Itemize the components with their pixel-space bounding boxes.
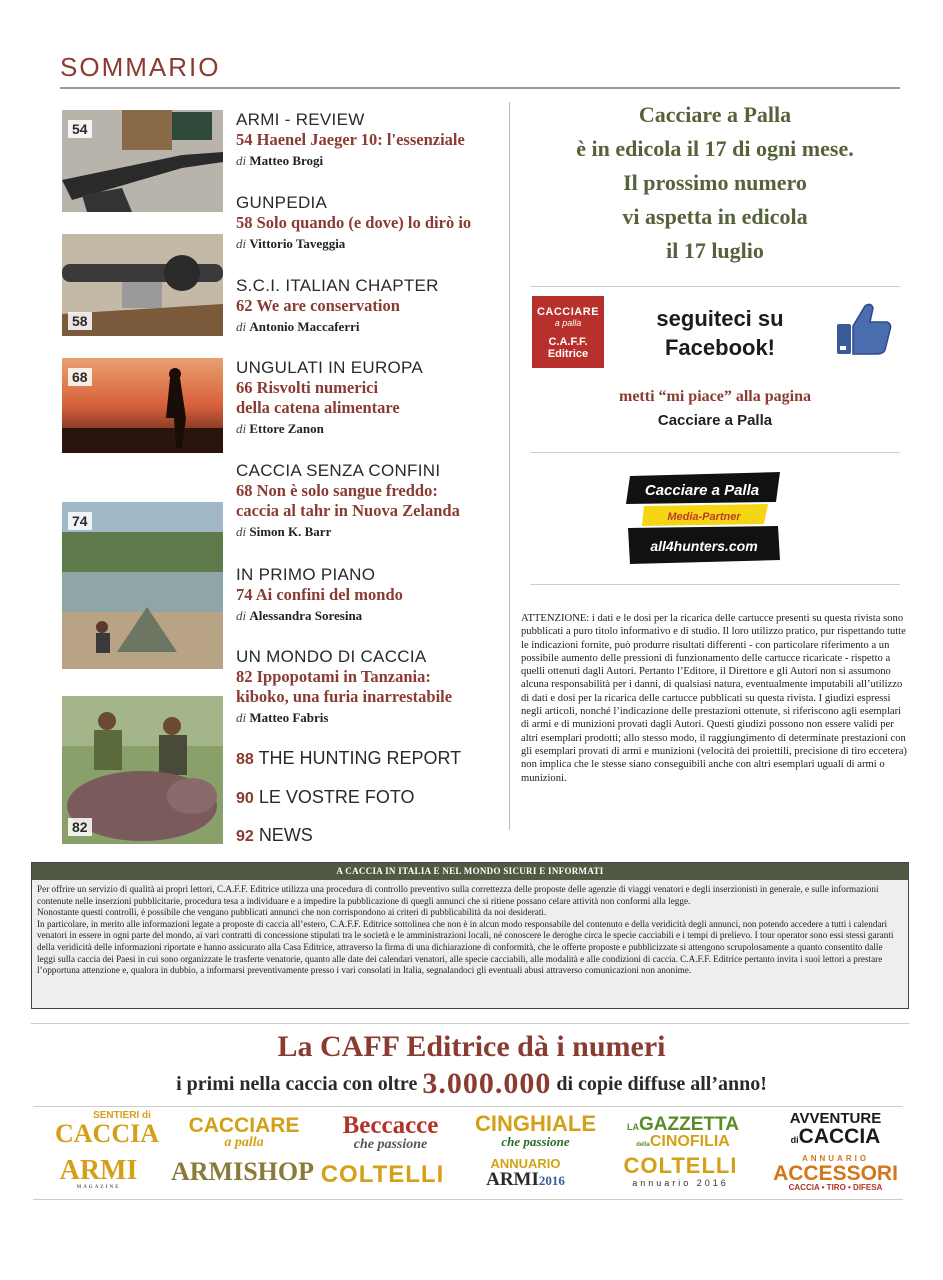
info-box-heading: A CACCIA IN ITALIA E NEL MONDO SICURI E INFORMATI (32, 863, 908, 880)
ad-headline: La CAFF Editrice dà i numeri (277, 1030, 666, 1063)
toc-title[interactable]: 68 Non è solo sangue freddo: caccia al tahr in Nuova Zelanda (236, 481, 460, 520)
toc-entry[interactable] (236, 646, 506, 727)
toc-title[interactable]: 82 Ippopotami in Tanzania: kiboko, una furia inarrestabile (236, 667, 453, 706)
thumb-82[interactable] (62, 696, 223, 844)
media-partner-logo[interactable] (622, 468, 786, 568)
toc-author: di Vittorio Taveggia (236, 236, 346, 251)
toc-author: di Antonio Maccaferri (236, 319, 360, 334)
divider (530, 584, 900, 585)
info-box (31, 862, 909, 1009)
facebook-cta[interactable]: seguiteci su Facebook! (656, 306, 784, 360)
like-text: metti “mi piace” alla pagina (619, 388, 811, 405)
logo-cacciare-a-palla[interactable]: CACCIARE a palla (188, 1114, 300, 1150)
thumb-58[interactable] (62, 234, 223, 336)
logo-beccacce[interactable]: Beccacce che passione (342, 1112, 439, 1152)
logo-annuario-armi[interactable]: ANNUARIO ARMI2016 (486, 1156, 565, 1190)
thumb-page-number: 68 (68, 368, 92, 386)
toc-simple-item[interactable]: 88 THE HUNTING REPORT (236, 748, 462, 768)
logo-annuario-accessori[interactable]: ANNUARIO ACCESSORI CACCIA • TIRO • DIFESA (773, 1154, 898, 1192)
toc-category: S.C.I. ITALIAN CHAPTER (236, 276, 439, 295)
toc-author: di Matteo Brogi (236, 153, 324, 168)
page-title: SOMMARIO (60, 52, 221, 82)
toc-author: di Alessandra Soresina (236, 608, 363, 623)
toc-category: IN PRIMO PIANO (236, 565, 376, 584)
info-box-text: Per offrire un servizio di qualità ai propri lettori, C.A.F.F. Editrice utilizza una procedura di controllo preventivo sulla correttezza delle proposte delle agenzie di viaggi venatori e degli inserzionisti in generale, e sulle informazioni contenute nelle inserzioni pubblicitarie, procedura tesa a individuare e a impedire la pubblicazione di quegli annunci che si ritiene possano celare attività non conformi alla legge. Nonostante questi controlli, è possibile che vengano pubblicati annunci che non corrispondono ai criteri di pubblicabilità da noi desiderati. In particolare, in merito alle informazioni legate a proposte di caccia all’estero, C.A.F.F. Editrice sottolinea che non è in alcun modo responsabile del contenuto e della veridicità degli annunci, non potendo accedere a tutti i calendari venatori in essere in ogni parte del mondo, ai vari contratti di concessione stipulati tra le società e le amministrazioni locali, né conoscere le deroghe circa le specie cacciabili e i tempi di prelievo. I tour operator sono essi stessi garanti della veridicità delle informazioni riportate e hanno assicurato alla Casa Editrice, attraverso la firma di una dichiarazione di conformità, che le offerte proposte e pubblicizzate si attengono scrupolosamente a quanto consentito dalle leggi sulla caccia dei Paesi in cui sono organizzate le trasferte venatorie, quanto alle date dei calendari venatori, alle specie cacciabili, alle modalità e alle condizioni di caccia. C.A.F.F. Editrice pertanto invita i suoi lettori a prestare l’opportuna attenzione e, qualora in dubbio, a informarsi preventivamente presso i vari consolati in Italia, segnalandoci gli eventuali abusi attraverso comunicazioni non anonime. (37, 884, 894, 976)
divider (31, 1023, 909, 1024)
toc-title[interactable]: 62 We are conservation (236, 296, 400, 315)
toc-category: UN MONDO DI CACCIA (236, 647, 427, 666)
thumb-68[interactable] (62, 358, 223, 453)
thumb-page-number: 58 (68, 312, 92, 330)
logo-coltelli[interactable]: COLTELLI (320, 1161, 445, 1188)
toc-author: di Ettore Zanon (236, 421, 324, 436)
logo-cinghiale[interactable]: CINGHIALE che passione (475, 1111, 596, 1149)
thumbs-up-icon[interactable] (835, 300, 893, 356)
svg-text:all4hunters.com: all4hunters.com (650, 538, 758, 554)
title-divider (60, 87, 900, 89)
logo-armishop[interactable]: ARMISHOP (171, 1157, 314, 1186)
logo-avventure-di-caccia[interactable]: AVVENTURE diCACCIA (789, 1110, 882, 1148)
toc-category: ARMI - REVIEW (236, 110, 365, 129)
toc-category: CACCIA SENZA CONFINI (236, 461, 441, 480)
logo-coltelli-annuario[interactable]: COLTELLI annuario 2016 (623, 1153, 738, 1188)
toc-title[interactable]: 58 Solo quando (e dove) lo dirò io (236, 213, 472, 232)
toc-title[interactable]: 74 Ai confini del mondo (236, 585, 403, 604)
column-divider (509, 102, 510, 830)
toc-entry[interactable] (236, 109, 506, 170)
toc-simple-item[interactable]: 92 NEWS (236, 825, 313, 845)
toc-entry[interactable] (236, 460, 506, 541)
svg-text:Cacciare a Palla: Cacciare a Palla (644, 482, 760, 499)
thumb-page-number: 54 (68, 120, 92, 138)
toc-category: UNGULATI IN EUROPA (236, 358, 424, 377)
toc-entry[interactable] (236, 357, 506, 438)
toc-entry[interactable] (236, 275, 506, 336)
thumb-page-number: 74 (68, 512, 92, 530)
toc-author: di Matteo Fabris (236, 710, 329, 725)
toc-entry[interactable] (236, 192, 506, 253)
logo-armi-magazine[interactable]: ARMI MAGAZINE (59, 1155, 138, 1190)
thumb-page-number: 82 (68, 818, 92, 836)
toc-entry[interactable] (236, 564, 506, 625)
toc-simple-item[interactable]: 90 LE VOSTRE FOTO (236, 787, 415, 807)
divider (530, 286, 900, 287)
toc-category: GUNPEDIA (236, 193, 328, 212)
thumb-74[interactable] (62, 502, 223, 669)
svg-text:Media-Partner: Media-Partner (667, 511, 741, 523)
reloading-disclaimer: ATTENZIONE: i dati e le dosi per la ricarica delle cartucce presenti su questa rivista sono pubblicati a puro titolo informativo e di studio. Il loro utilizzo pratico, pur rispettando tutte le indicazioni fornite, può produrre risultati differenti - con particolare riferimento a un possibile aumento delle pressioni di funzionamento delle cartucce ricaricate - rispetto a quelli ottenuti dagli Autori. Pertanto l’Editore, il Direttore e gli Autori non si assumono alcuna responsabilità per i danni, di qualsiasi natura, eventualmente imputabili all’utilizzo di dati e dosi per la ricarica delle cartucce pubblicati su questa rivista. I giudizi espressi negli articoli, nonché l’indicazione delle prestazioni ottenute, si riferiscono agli esemplari di armi e di munizioni provati dagli Autori. Questi giudizi possono non essere validi per altri esemplari prodotti; allo stesso modo, il raggiungimento di determinate prestazioni con gli esemplari provati di armi e munizioni (velocità dei proiettili, precisione di tiro eccetera) non implica che le stesse siano conseguibili anche con altri esemplari uguali di armi o munizioni. (521, 613, 907, 784)
promo-block: Cacciare a Palla è in edicola il 17 di ogni mese. Il prossimo numero vi aspetta in edicola il 17 luglio (576, 102, 854, 263)
toc-title[interactable]: 54 Haenel Jaeger 10: l'essenziale (236, 130, 465, 149)
divider (530, 452, 900, 453)
logo-sentieri-di-caccia[interactable]: SENTIERI di CACCIA (55, 1110, 159, 1148)
toc-title[interactable]: 66 Risvolti numerici della catena alimentare (236, 378, 400, 417)
caff-logo[interactable]: CACCIARE a palla C.A.F.F. Editrice (532, 296, 604, 368)
ad-subline: i primi nella caccia con oltre 3.000.000 di copie diffuse all’anno! (176, 1067, 767, 1100)
thumb-54[interactable] (62, 110, 223, 212)
toc-author: di Simon K. Barr (236, 524, 332, 539)
page-name[interactable]: Cacciare a Palla (657, 412, 773, 429)
magazine-logos (33, 1106, 903, 1200)
logo-gazzetta-cinofilia[interactable]: LAGAZZETTA dellaCINOFILIA (627, 1114, 739, 1150)
